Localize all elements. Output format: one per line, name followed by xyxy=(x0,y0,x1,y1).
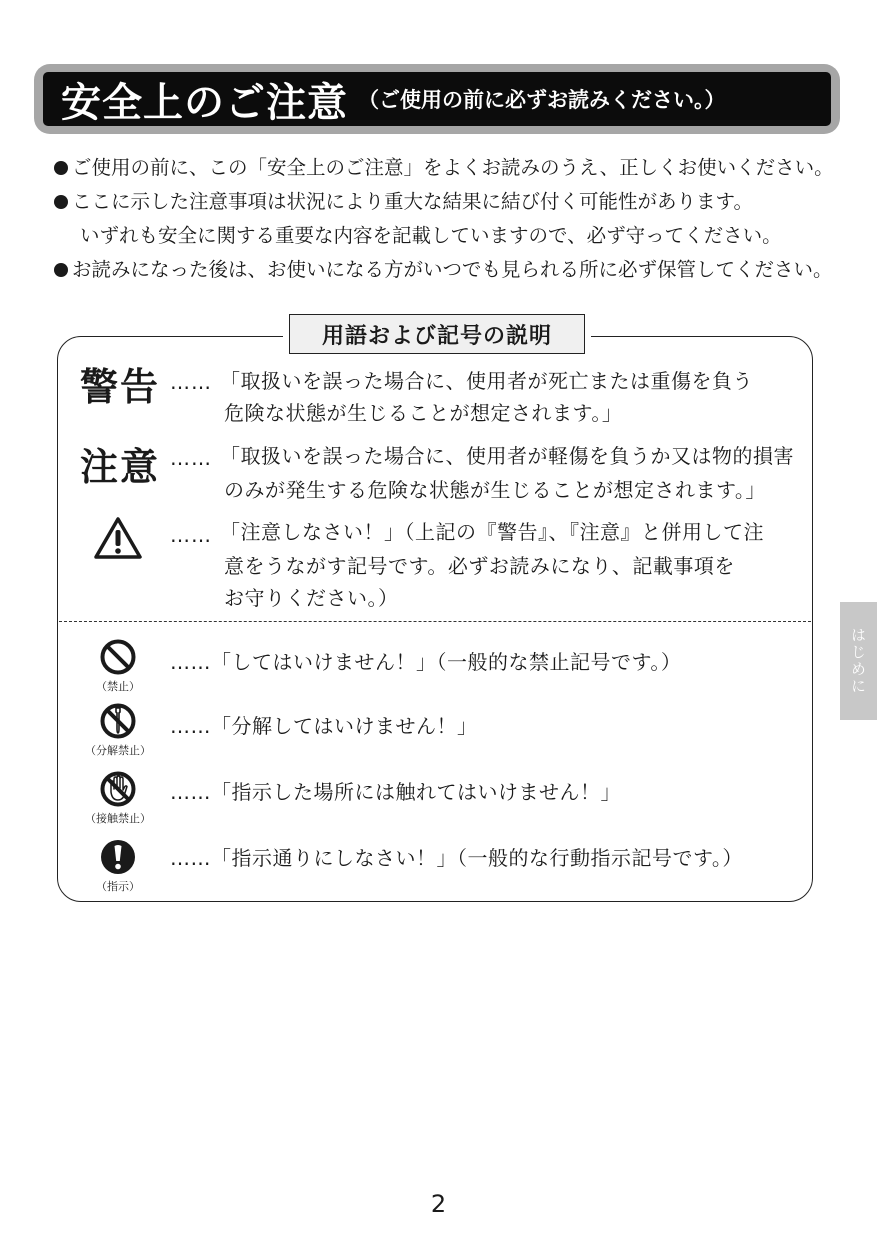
warning-label: 警告 xyxy=(80,365,161,409)
title-banner-inner xyxy=(43,72,831,126)
title-banner xyxy=(34,64,840,134)
symbol-caption: （分解禁止） xyxy=(85,744,151,757)
terms-box-title: 用語および記号の説明 xyxy=(289,314,585,354)
symbol-caption: （禁止） xyxy=(96,680,140,693)
warning-desc-line1: 「取扱いを誤った場合に、使用者が死亡または重傷を負う xyxy=(220,369,753,393)
caution-label: 注意 xyxy=(80,445,161,489)
no-touch-icon xyxy=(99,770,137,808)
bullet-icon xyxy=(54,195,68,209)
warning-desc-line2: 危険な状態が生じることが想定されます。」 xyxy=(224,401,623,425)
caution-desc-line1: 「取扱いを誤った場合に、使用者が軽傷を負うか又は物的損害 xyxy=(220,444,794,468)
prohibition-icon xyxy=(99,638,137,676)
warning-leader: …… xyxy=(170,370,212,394)
page-number: 2 xyxy=(430,1190,447,1218)
attention-desc-line3: お守りください。） xyxy=(224,586,399,610)
intro-item: お読みになった後は、お使いになる方がいつでも見られる所に必ず保管してください。 xyxy=(54,253,834,287)
bullet-icon xyxy=(54,161,68,175)
symbol-desc: ……「指示した場所には触れてはいけません！」 xyxy=(170,780,621,804)
section-divider xyxy=(59,621,811,622)
symbol-caption: （指示） xyxy=(96,880,140,893)
symbol-desc: ……「分解してはいけません！」 xyxy=(170,714,478,738)
page-subtitle: （ご使用の前に必ずお読みください。） xyxy=(358,88,726,112)
no-disassembly-icon xyxy=(99,702,137,740)
intro-item-continuation: いずれも安全に関する重要な内容を記載していますので、必ず守ってください。 xyxy=(80,224,782,247)
symbol-desc: ……「してはいけません！」（一般的な禁止記号です。） xyxy=(170,650,682,674)
symbol-desc: ……「指示通りにしなさい！」（一般的な行動指示記号です。） xyxy=(170,846,743,870)
attention-leader: …… xyxy=(170,523,212,547)
symbol-caption: （接触禁止） xyxy=(85,812,151,825)
symbol-no-disassembly xyxy=(83,702,153,758)
bullet-icon xyxy=(54,263,68,277)
side-tab-label: はじめに xyxy=(849,627,867,695)
page-title: 安全上のご注意 xyxy=(61,79,348,126)
warning-triangle-icon xyxy=(93,516,143,560)
intro-section xyxy=(54,151,834,287)
attention-desc-line2: 意をうながす記号です。必ずお読みになり、記載事項を xyxy=(224,554,735,578)
symbol-mandatory xyxy=(83,838,153,894)
caution-leader: …… xyxy=(170,446,212,470)
intro-item: ご使用の前に、この「安全上のご注意」をよくお読みのうえ、正しくお使いください。 xyxy=(54,151,834,185)
side-tab xyxy=(840,602,877,720)
caution-desc-line2: のみが発生する危険な状態が生じることが想定されます。」 xyxy=(224,478,766,502)
mandatory-icon xyxy=(99,838,137,876)
symbol-prohibition xyxy=(83,638,153,694)
symbol-no-touch xyxy=(83,770,153,826)
attention-desc-line1: 「注意しなさい！」（上記の『警告』、『注意』と併用して注 xyxy=(220,520,764,544)
intro-item: ここに示した注意事項は状況により重大な結果に結び付く可能性があります。 xyxy=(54,185,834,219)
